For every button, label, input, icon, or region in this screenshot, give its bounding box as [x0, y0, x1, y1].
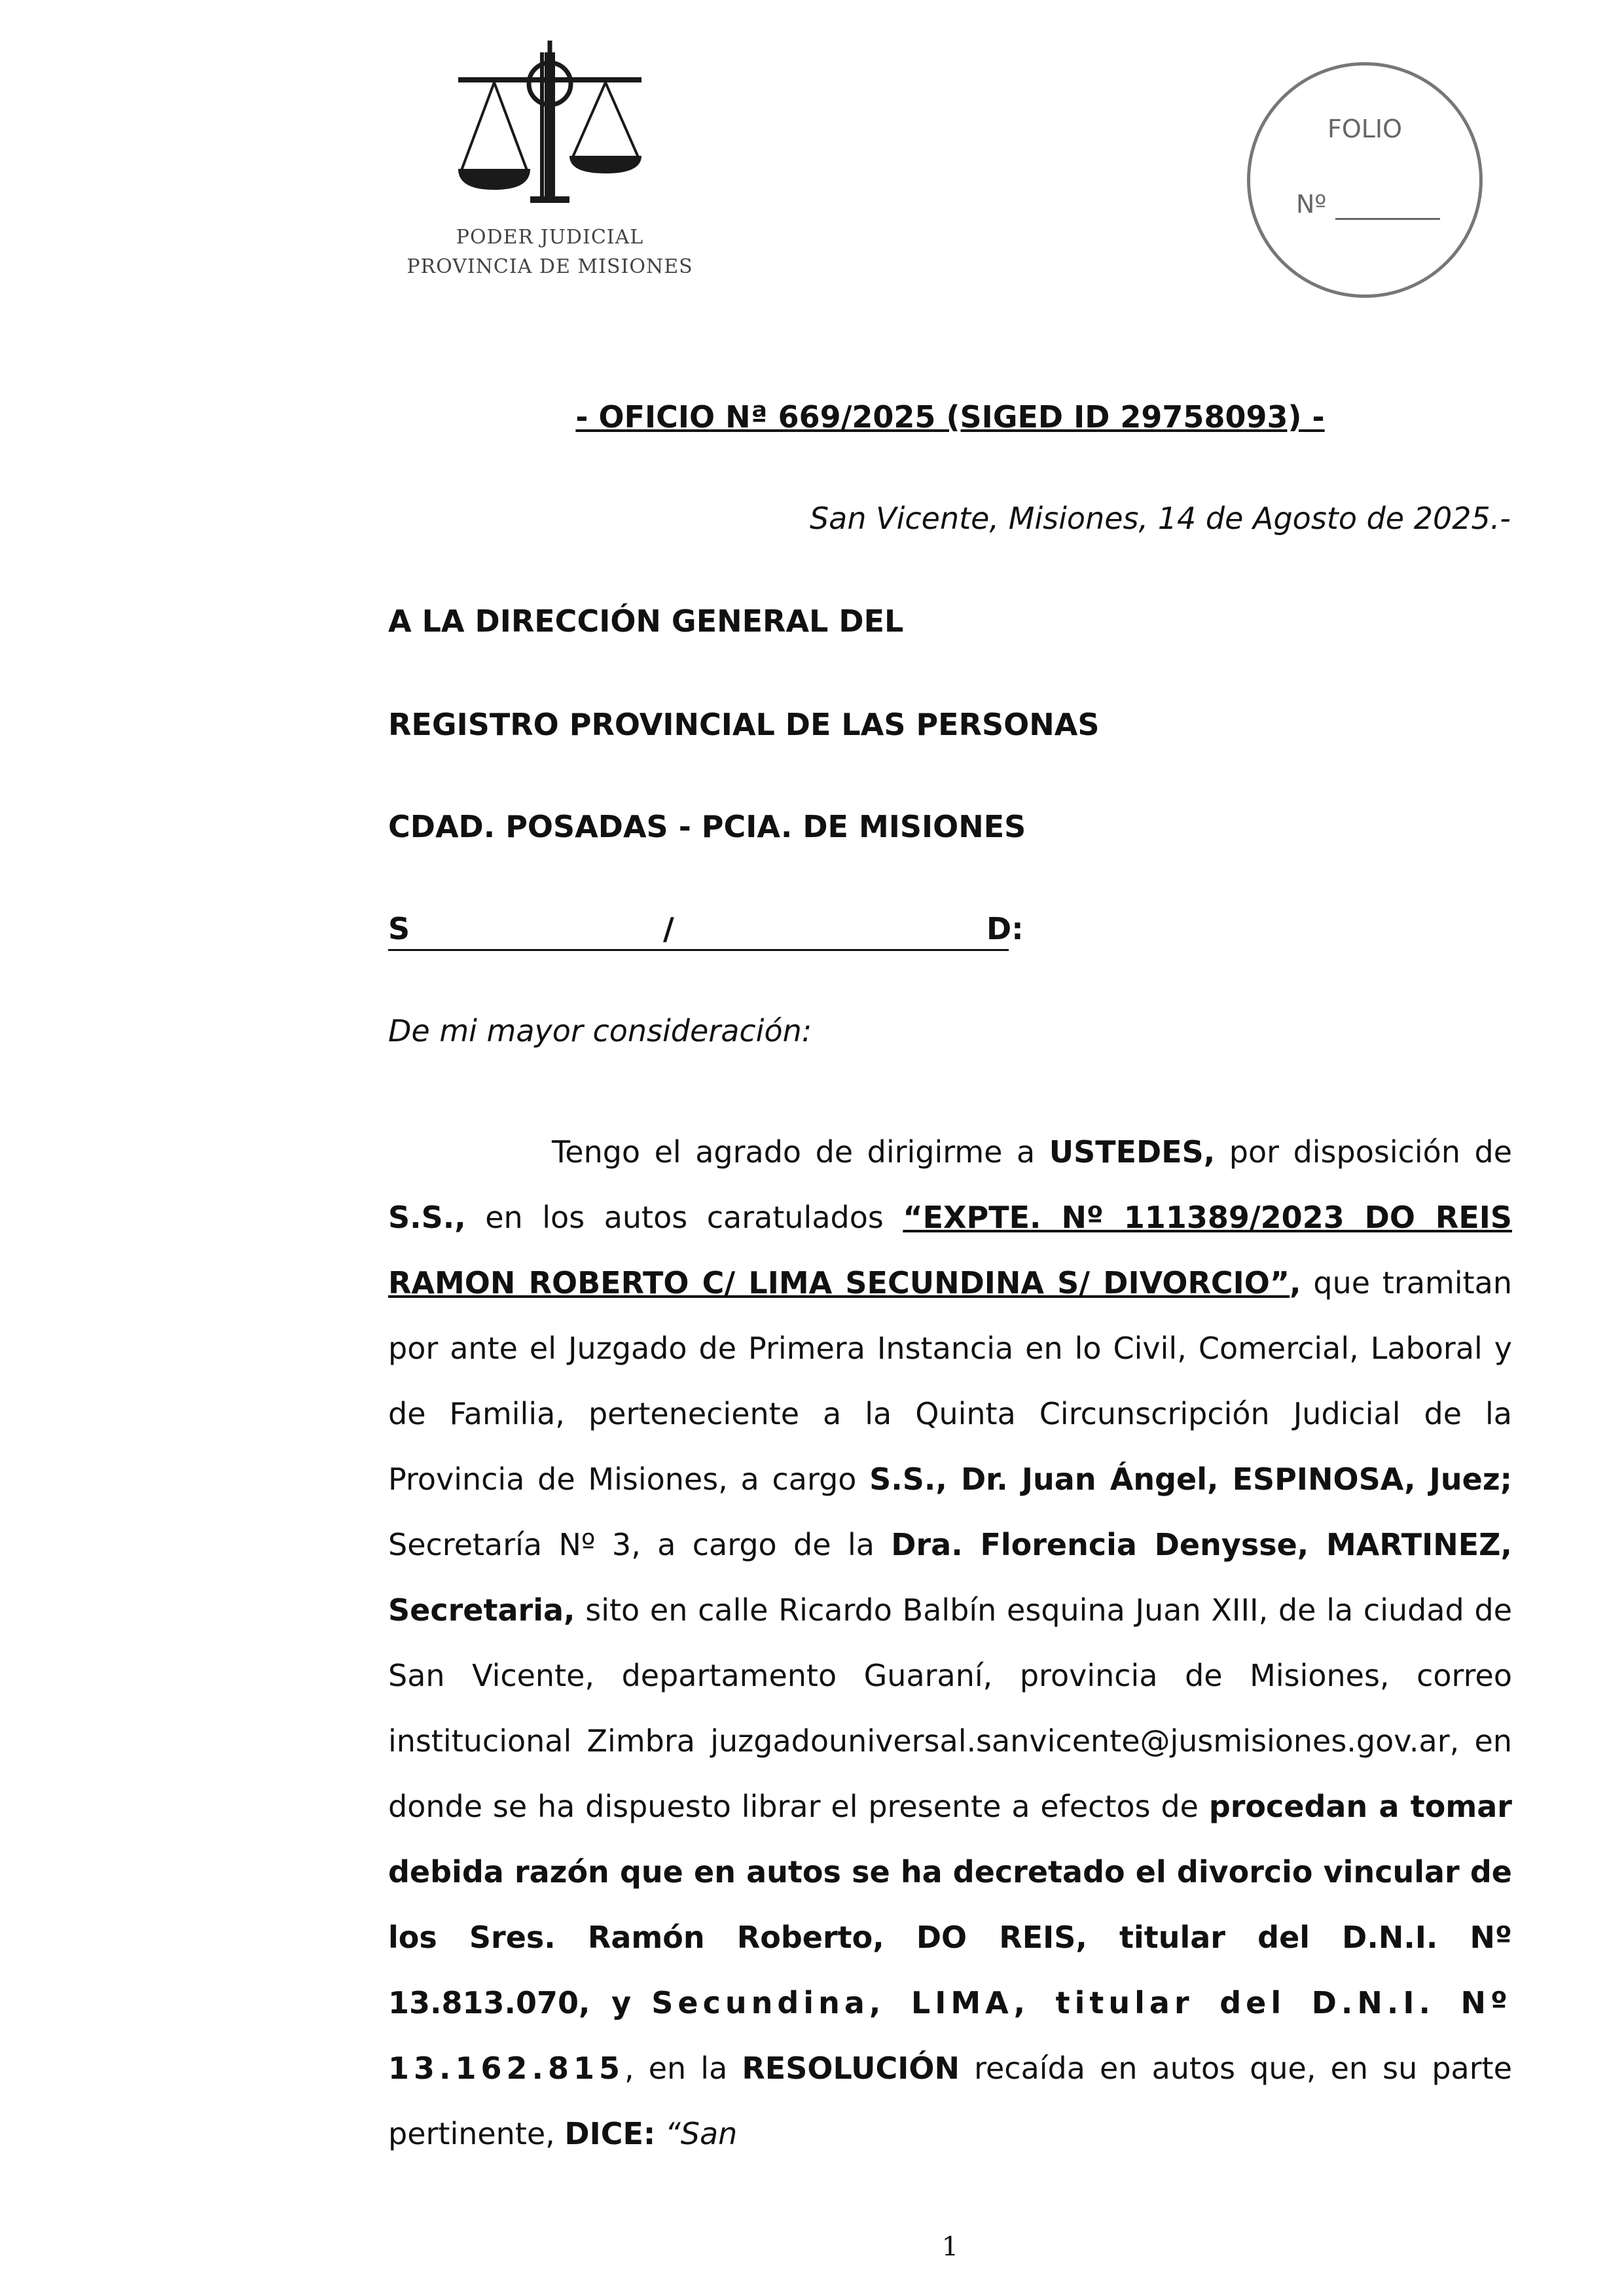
poder-judicial-logo [406, 39, 694, 288]
body-text-17: recaída en autos que, en su parte pertinente, [388, 2051, 1512, 2151]
resolution-label: RESOLUCIÓN [742, 2051, 960, 2086]
body-text-3: por disposición de [1215, 1134, 1513, 1170]
folio-stamp [1247, 62, 1483, 298]
body-ss: S.S., [388, 1200, 466, 1235]
scales-of-justice-icon [432, 39, 668, 216]
addressee-line-3: CDAD. POSADAS - PCIA. DE MISIONES [388, 809, 1026, 844]
logo-line-2: PROVINCIA DE MISIONES [406, 255, 693, 278]
logo-line-1: PODER JUDICIAL [456, 226, 644, 249]
document-title: - OFICIO Nª 669/2025 (SIGED ID 29758093) - [575, 399, 1325, 435]
sd-underline [388, 949, 1009, 951]
sd-d-letter: D [986, 911, 1012, 946]
title-container [0, 399, 1624, 435]
secretary-name: Dra. Florencia Denysse, MARTINEZ, Secretaria, [388, 1527, 1513, 1628]
sd-s: S [388, 911, 410, 946]
sd-colon: : [1011, 911, 1024, 946]
addressee-line-2: REGISTRO PROVINCIAL DE LAS PERSONAS [388, 707, 1100, 742]
sd-salutation [388, 911, 1024, 950]
addressee-line-1: A LA DIRECCIÓN GENERAL DEL [388, 603, 904, 639]
place-date: San Vicente, Misiones, 14 de Agosto de 2025.- [809, 501, 1511, 536]
body-text-12: sito en calle Ricardo Balbín esquina Juan XIII, de la ciudad de San Vicente, departamento Guaraní, provincia de Misiones, correo institucional Zimbra juzgadouniversal.sanvicente@jusmisiones.gov.ar, en donde se ha dispuesto librar el presente a efectos de [388, 1592, 1512, 1824]
body-text-15: , en la [624, 2051, 742, 2086]
page-number: 1 [941, 2232, 959, 2262]
sd-d [986, 911, 1024, 946]
folio-number-label: Nº [1296, 190, 1327, 219]
case-caption-comma: , [1290, 1265, 1301, 1300]
quote-start: “San [655, 2116, 738, 2151]
judge-name: S.S., Dr. Juan Ángel, ESPINOSA, Juez; [869, 1462, 1512, 1497]
body-ustedes: USTEDES, [1049, 1134, 1216, 1170]
sd-slash: / [663, 911, 674, 946]
body-text-1: Tengo el agrado de dirigirme a [552, 1134, 1049, 1170]
stamp-circle [1247, 62, 1483, 298]
body-text-5: en los autos caratulados [465, 1200, 903, 1235]
body-paragraph [388, 1119, 1512, 2166]
order-text: procedan a tomar debida razón que en autos se ha decretado el divorcio vincular de los Sres. Ramón Roberto, DO REIS, titular del D.N.I. Nº 13.813.070, y [388, 1789, 1512, 2020]
dice-label: DICE: [564, 2116, 656, 2151]
greeting: De mi mayor consideración: [388, 1013, 812, 1049]
case-caption: “EXPTE. Nº 111389/2023 DO REIS RAMON ROBERTO C/ LIMA SECUNDINA S/ DIVORCIO” [388, 1200, 1512, 1300]
folio-label: FOLIO [1327, 115, 1403, 143]
body-text-10: Secretaría Nº 3, a cargo de la [388, 1527, 892, 1562]
order-text-2: Secundina, LIMA, titular del D.N.I. Nº 13.162.815 [388, 1985, 1512, 2086]
body-text-8: que tramitan por ante el Juzgado de Primera Instancia en lo Civil, Comercial, Laboral y de Familia, perteneciente a la Quinta Circunscripción Judicial de la Provincia de Misiones, a cargo [388, 1265, 1512, 1497]
folio-number-blank [1335, 218, 1440, 220]
